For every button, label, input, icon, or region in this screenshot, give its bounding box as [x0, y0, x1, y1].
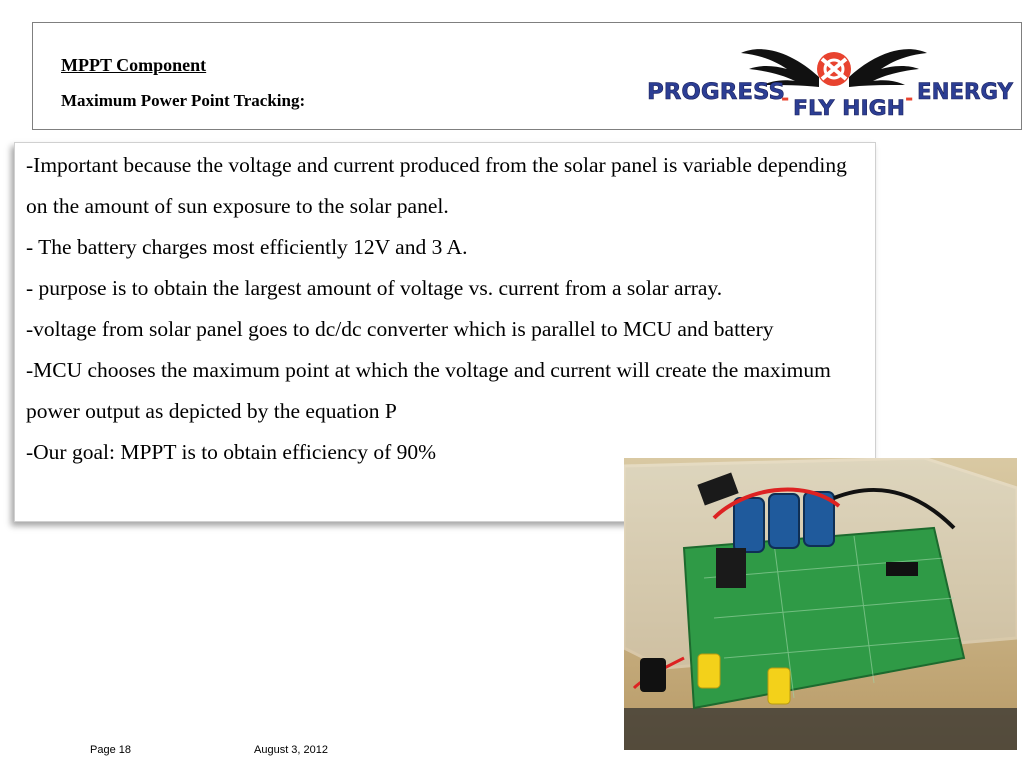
bullet-line: - The battery charges most efficiently 12V and 3 A.	[26, 235, 468, 259]
bullet-line: -voltage from solar panel goes to dc/dc converter which is parallel to MCU and battery	[26, 317, 774, 341]
slide-title: MPPT Component	[61, 55, 207, 75]
circuit-board-photo	[624, 458, 1017, 750]
svg-text:-: -	[781, 86, 790, 110]
bullet-list	[26, 145, 866, 473]
svg-text:-: -	[905, 86, 914, 110]
logo-middle-text: FLY HIGH	[793, 96, 905, 120]
slide-subtitle: Maximum Power Point Tracking:	[61, 91, 306, 110]
bullet-line: -Important because the voltage and current produced from the solar panel is variable depending on the amount of sun exposure to the solar panel.	[26, 153, 847, 218]
logo-left-text: PROGRESS	[647, 80, 785, 105]
page-number: Page 18	[90, 744, 131, 756]
logo-right-text: ENERGY	[917, 80, 1015, 105]
bullet-line: -Our goal: MPPT is to obtain efficiency of 90%	[26, 440, 437, 464]
bullet-line: - purpose is to obtain the largest amount of voltage vs. current from a solar array.	[26, 276, 723, 300]
right-wing-icon	[849, 49, 927, 87]
footer-date: August 3, 2012	[254, 744, 329, 756]
bullet-line: -MCU chooses the maximum point at which the voltage and current will create the maximum power output as depicted by the equation P	[26, 358, 831, 423]
header-panel	[32, 22, 1022, 130]
progress-fly-high-energy-logo	[643, 39, 1015, 127]
